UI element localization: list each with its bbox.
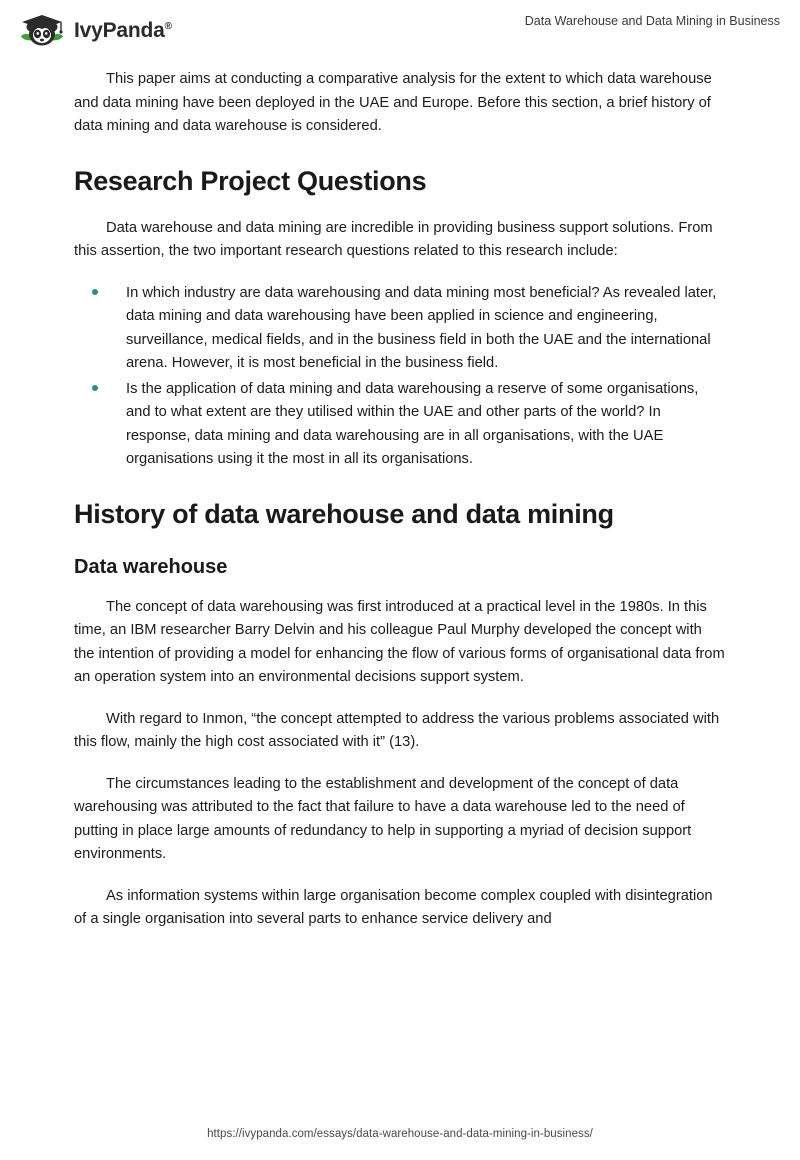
registered-mark: ®	[164, 21, 172, 32]
bullet-dot-icon	[92, 385, 98, 391]
brand-name	[74, 19, 172, 43]
section-heading-history: History of data warehouse and data mining	[74, 498, 614, 529]
history-paragraph-1: The concept of data warehousing was first introduced at a practical level in the 1980s. In this time, an IBM researcher Barry Delvin and his colleague Paul Murphy developed the concept with the intention of providing a model for enhancing the flow of various forms of organisational data from an operation system into an environmental decisions support system.	[74, 598, 725, 685]
list-item	[74, 282, 726, 376]
list-item-text: Is the application of data mining and data warehousing a reserve of some organisations, and to what extent are they utilised within the UAE and other parts of the world? In response, data mining and data warehousing are in all organisations, with the UAE organisations using it the most in all its organisations.	[126, 380, 699, 467]
history-paragraph-3: The circumstances leading to the establishment and development of the concept of data warehousing was attributed to the fact that failure to have a data warehouse led to the need of putting in place large amounts of redundancy to help in supporting a myriad of decision support environments.	[74, 775, 692, 862]
intro-paragraph: This paper aims at conducting a comparative analysis for the extent to which data warehouse and data mining have been deployed in the UAE and Europe. Before this section, a brief history of data mining and data warehouse is considered.	[74, 71, 712, 134]
history-paragraph-2: With regard to Inmon, “the concept attempted to address the various problems associated with this flow, mainly the high cost associated with it” (13).	[74, 710, 720, 750]
panda-graduate-logo-icon	[18, 14, 66, 48]
list-item	[74, 378, 726, 472]
document-title: Data Warehouse and Data Mining in Business	[524, 14, 780, 28]
history-paragraph-4: As information systems within large organisation become complex coupled with disintegration of a single organisation into several parts to enhance service delivery and	[74, 887, 713, 927]
brand-logo-link[interactable]	[18, 14, 172, 48]
list-item-text: In which industry are data warehousing and data mining most beneficial? As revealed later, data mining and data warehousing have been applied in science and engineering, surveillance, medical fields, and in the business field in both the UAE and the international arena. However, it is most beneficial in the business field.	[126, 284, 717, 371]
document-body	[74, 68, 726, 950]
page-footer	[0, 1124, 800, 1142]
research-questions-list	[74, 282, 726, 472]
brand-name-text: IvyPanda	[74, 19, 165, 42]
questions-intro-paragraph: Data warehouse and data mining are incredible in providing business support solutions. From this assertion, the two important research questions related to this research include:	[74, 219, 713, 259]
bullet-dot-icon	[92, 289, 98, 295]
section-heading-research-project-questions: Research Project Questions	[74, 165, 427, 196]
source-url-link[interactable]: https://ivypanda.com/essays/data-warehouse-and-data-mining-in-business/	[207, 1128, 593, 1140]
page-header	[0, 0, 800, 60]
subsection-heading-data-warehouse: Data warehouse	[74, 555, 228, 578]
